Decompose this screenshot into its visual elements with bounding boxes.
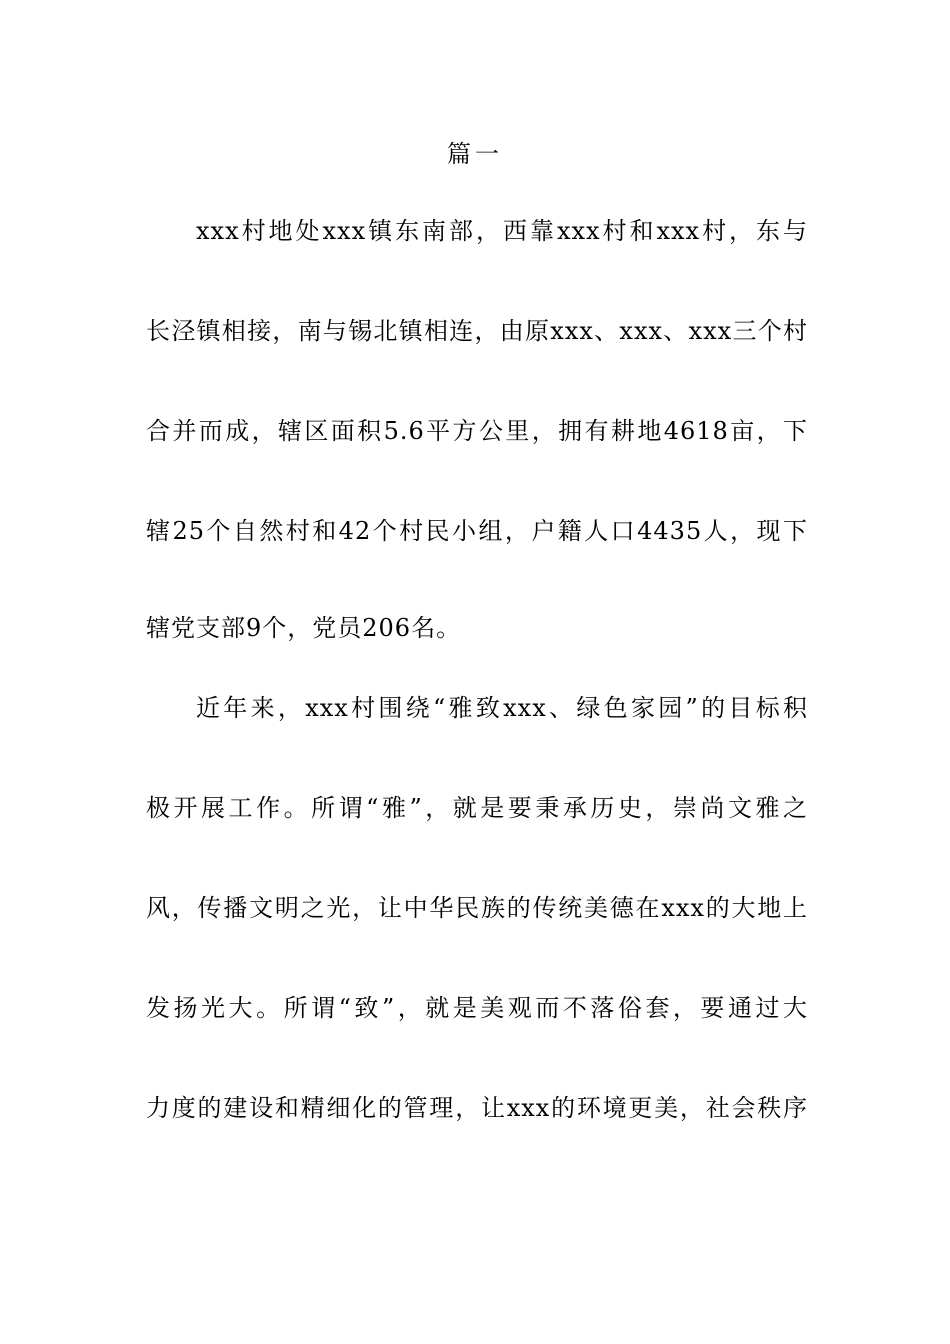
- paragraph-1-line-1: xxx村地处xxx镇东南部，西靠xxx村和xxx村，东与: [196, 217, 808, 245]
- paragraph-1-line-4: 辖25个自然村和42个村民小组，户籍人口4435人，现下: [146, 517, 808, 545]
- document-title: 篇一: [447, 140, 503, 168]
- paragraph-2-line-1: 近年来，xxx村围绕“雅致xxx、绿色家园”的目标积: [196, 694, 808, 722]
- paragraph-1-line-5: 辖党支部9个，党员206名。: [146, 614, 462, 642]
- paragraph-1-line-2: 长泾镇相接，南与锡北镇相连，由原xxx、xxx、xxx三个村: [146, 317, 808, 345]
- paragraph-1-line-3: 合并而成，辖区面积5.6平方公里，拥有耕地4618亩，下: [146, 417, 808, 445]
- paragraph-2-line-5: 力度的建设和精细化的管理，让xxx的环境更美，社会秩序: [146, 1094, 808, 1122]
- paragraph-2-line-2: 极开展工作。所谓“雅”，就是要秉承历史，崇尚文雅之: [146, 794, 808, 822]
- paragraph-2-line-3: 风，传播文明之光，让中华民族的传统美德在xxx的大地上: [146, 894, 808, 922]
- paragraph-2-line-4: 发扬光大。所谓“致”，就是美观而不落俗套，要通过大: [146, 994, 808, 1022]
